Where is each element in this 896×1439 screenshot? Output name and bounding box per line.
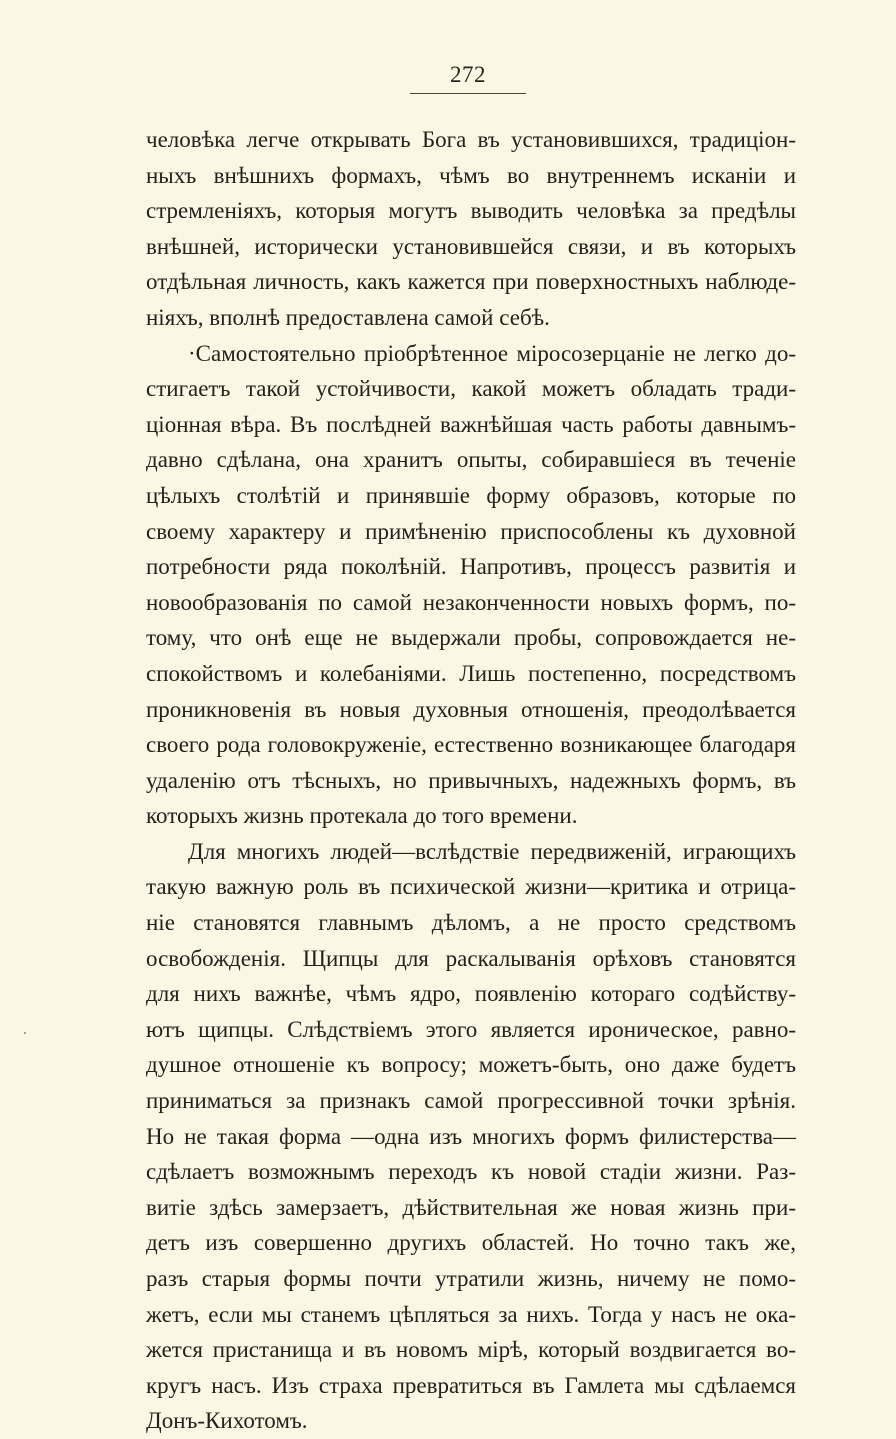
- text-line: освобожденiя. Щипцы для раскалыванiя орѣховъ становятся: [146, 945, 796, 971]
- text-line: кругъ насъ. Изъ страха превратиться въ Гамлета мы сдѣлаемся: [146, 1372, 796, 1398]
- text-line: спокойствомъ и колебанiями. Лишь постепенно, посредствомъ: [146, 660, 796, 686]
- text-line: детъ изъ совершенно другихъ областей. Но точно такъ же,: [146, 1230, 796, 1256]
- page-number-rule: [410, 93, 526, 94]
- text-line: давно сдѣлана, она хранитъ опыты, собиравшiеся въ теченiе: [146, 447, 796, 473]
- text-line: Но не такая форма —одна изъ многихъ формъ филистерства—: [146, 1123, 796, 1149]
- text-line: сдѣлаетъ возможнымъ переходъ къ новой стадiи жизни. Раз-: [146, 1159, 796, 1185]
- text-line: душное отношенiе къ вопросу; можетъ-быть, оно даже будетъ: [146, 1052, 796, 1078]
- text-line: Для многихъ людей—вслѣдствiе передвиженiй, играющихъ: [188, 838, 796, 864]
- text-line: нiе становятся главнымъ дѣломъ, а не просто средствомъ: [146, 910, 796, 936]
- text-line: жется пристанища и въ новомъ мiрѣ, который воздвигается во-: [146, 1337, 796, 1363]
- text-line: человѣка легче открывать Бога въ установившихся, традицiон-: [146, 127, 796, 152]
- text-line: разъ старыя формы почти утратили жизнь, ничему не помо-: [146, 1266, 796, 1291]
- text-line: приниматься за признакъ самой прогрессивной точки зрѣнiя.: [146, 1088, 796, 1114]
- text-line: своему характеру и примѣненiю приспособлены къ духовной: [146, 518, 796, 544]
- text-line: цiонная вѣра. Въ послѣдней важнѣйшая часть работы давнымъ-: [146, 411, 796, 437]
- text-line: стремленiяхъ, которыя могутъ выводить человѣка за предѣлы: [146, 198, 796, 224]
- text-line: Донъ-Кихотомъ.: [146, 1408, 308, 1434]
- text-line: цѣлыхъ столѣтiй и принявшiе форму образовъ, которые по: [146, 482, 796, 508]
- text-line: новообразованiя по самой незаконченности новыхъ формъ, по-: [146, 589, 796, 615]
- text-line: ныхъ внѣшнихъ формахъ, чѣмъ во внутреннемъ исканiи и: [146, 162, 796, 188]
- body-text: [146, 122, 796, 1439]
- text-line: ютъ щипцы. Слѣдствiемъ этого является ироническое, равно-: [146, 1016, 796, 1042]
- text-line: нiяхъ, вполнѣ предоставлена самой себѣ.: [146, 304, 550, 330]
- text-line: витiе здѣсь замерзаетъ, дѣйствительная же новая жизнь при-: [146, 1194, 796, 1220]
- text-line: стигаетъ такой устойчивости, какой можетъ обладать тради-: [146, 376, 796, 402]
- text-line: для нихъ важнѣе, чѣмъ ядро, появленiю котораго содѣйству-: [146, 981, 796, 1007]
- text-line: жетъ, если мы станемъ цѣпляться за нихъ. Тогда у насъ не ока-: [146, 1301, 796, 1327]
- text-line: внѣшней, исторически установившейся связи, и въ которыхъ: [146, 233, 796, 259]
- text-line: ·Самостоятельно прiобрѣтенное мiросозерцанiе не легко до-: [188, 340, 796, 366]
- text-line: отдѣльная личность, какъ кажется при поверхностныхъ наблюде-: [146, 269, 796, 295]
- text-line: потребности ряда поколѣнiй. Напротивъ, процессъ развитiя и: [146, 554, 796, 580]
- paper-speck: [24, 1032, 26, 1034]
- text-line: такую важную роль въ психической жизни—критика и отрица-: [146, 874, 796, 900]
- text-line: которыхъ жизнь протекала до того времени.: [146, 803, 578, 829]
- text-line: проникновенiя въ новыя духовныя отношенiя, преодолѣвается: [146, 696, 796, 722]
- text-line: удаленiю отъ тѣсныхъ, но привычныхъ, надежныхъ формъ, въ: [146, 767, 796, 793]
- page-number: 272: [450, 62, 486, 87]
- text-line: тому, что онѣ еще не выдержали пробы, сопровождается не-: [146, 625, 796, 651]
- text-line: своего рода головокруженiе, естественно возникающее благодаря: [146, 732, 796, 758]
